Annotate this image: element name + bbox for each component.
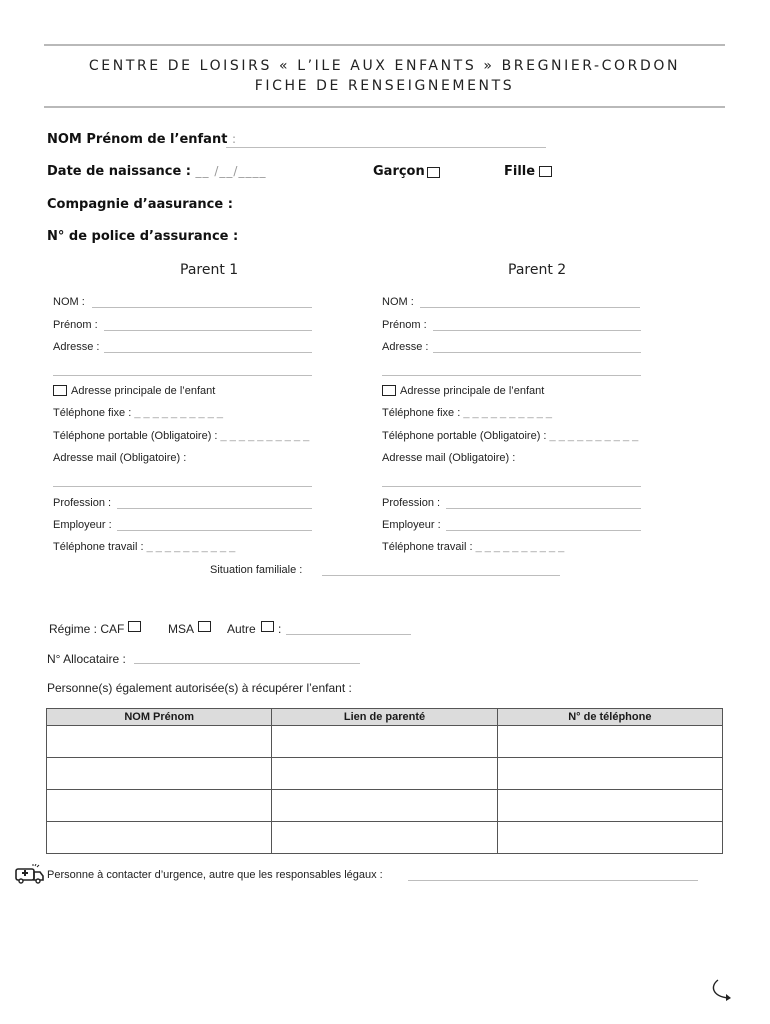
parent2-tel-fixe-text: Téléphone fixe : <box>382 407 461 419</box>
parent1-adresse-label: Adresse : <box>53 341 100 353</box>
col-telephone: N° de téléphone <box>497 709 722 726</box>
emergency-contact-label: Personne à contacter d’urgence, autre que les responsables légaux : <box>47 869 383 881</box>
pickup-table-header <box>47 709 723 726</box>
parent1-nom-field[interactable] <box>92 307 312 308</box>
parent2-tel-portable-text: Téléphone portable (Obligatoire) : <box>382 430 547 442</box>
parent2-tel-travail-field[interactable]: _ _ _ _ _ _ _ _ _ _ <box>475 541 565 553</box>
regime-autre-field[interactable] <box>286 634 411 635</box>
ambulance-icon <box>15 864 45 884</box>
header-bottom-rule <box>44 106 725 108</box>
pickup-table <box>46 708 723 854</box>
table-row <box>47 726 723 758</box>
dob-field[interactable]: __ /__/____ <box>195 164 267 178</box>
parent1-prenom-label: Prénom : <box>53 319 98 331</box>
parent1-main-address-checkbox[interactable] <box>53 385 67 396</box>
parent1-profession-field[interactable] <box>117 508 312 509</box>
emergency-contact-field[interactable] <box>408 880 698 881</box>
dob-label-text: Date de naissance : <box>47 164 192 179</box>
table-row <box>47 790 723 822</box>
parent2-tel-travail-label <box>382 541 564 553</box>
parent2-title: Parent 2 <box>508 262 567 278</box>
table-cell[interactable] <box>272 822 497 854</box>
parent1-tel-fixe-label <box>53 407 223 419</box>
caf-checkbox[interactable] <box>128 621 141 632</box>
parent2-profession-field[interactable] <box>446 508 641 509</box>
parent1-mail-field[interactable] <box>53 486 312 487</box>
col-lien-parente: Lien de parenté <box>272 709 497 726</box>
family-situation-label: Situation familiale : <box>210 564 303 576</box>
parent1-prenom-field[interactable] <box>104 330 312 331</box>
child-name-label <box>47 132 237 147</box>
child-name-field[interactable] <box>226 147 546 148</box>
parent2-adresse-label: Adresse : <box>382 341 429 353</box>
table-cell[interactable] <box>497 758 722 790</box>
parent2-mail-field[interactable] <box>382 486 641 487</box>
parent2-nom-field[interactable] <box>420 307 640 308</box>
allocataire-label: N° Allocataire : <box>47 652 126 666</box>
parent2-prenom-field[interactable] <box>433 330 641 331</box>
header-top-rule <box>44 44 725 46</box>
msa-checkbox[interactable] <box>198 621 211 632</box>
parent2-prenom-label: Prénom : <box>382 319 427 331</box>
policy-label: N° de police d’assurance : <box>47 229 239 244</box>
parent1-tel-fixe-text: Téléphone fixe : <box>53 407 132 419</box>
table-cell[interactable] <box>47 790 272 822</box>
regime-msa-label: MSA <box>168 622 195 636</box>
insurance-label: Compagnie d’aasurance : <box>47 197 233 212</box>
parent2-mail-label: Adresse mail (Obligatoire) : <box>382 452 516 464</box>
table-cell[interactable] <box>272 790 497 822</box>
child-name-label-text: NOM Prénom de l’enfant <box>47 132 228 147</box>
boy-checkbox[interactable] <box>427 167 440 178</box>
parent1-tel-portable-field[interactable]: _ _ _ _ _ _ _ _ _ _ <box>220 430 310 442</box>
table-row <box>47 758 723 790</box>
form-subtitle: FICHE DE RENSEIGNEMENTS <box>254 78 515 94</box>
regime-autre-sep: : <box>278 622 282 636</box>
allocataire-field[interactable] <box>134 663 360 664</box>
dob-label <box>47 164 266 179</box>
parent1-employeur-label: Employeur : <box>53 519 112 531</box>
girl-checkbox[interactable] <box>539 166 552 177</box>
parent1-adresse-field-2[interactable] <box>53 375 312 376</box>
table-row <box>47 822 723 854</box>
parent2-main-address-checkbox[interactable] <box>382 385 396 396</box>
parent2-profession-label: Profession : <box>382 497 441 509</box>
curved-arrow-icon[interactable] <box>708 976 736 1004</box>
parent2-tel-portable-field[interactable]: _ _ _ _ _ _ _ _ _ _ <box>549 430 639 442</box>
parent1-title: Parent 1 <box>180 262 239 278</box>
pickup-intro: Personne(s) également autorisée(s) à récupérer l’enfant : <box>47 681 352 695</box>
parent2-adresse-field-2[interactable] <box>382 375 641 376</box>
boy-label: Garçon <box>373 164 425 179</box>
parent1-nom-label: NOM : <box>53 296 85 308</box>
parent1-adresse-field[interactable] <box>104 352 312 353</box>
parent1-main-address-label: Adresse principale de l’enfant <box>71 385 216 397</box>
parent1-tel-travail-text: Téléphone travail : <box>53 541 144 553</box>
table-cell[interactable] <box>497 790 722 822</box>
regime-autre-label: Autre <box>227 622 256 636</box>
autre-checkbox[interactable] <box>261 621 274 632</box>
parent1-mail-label: Adresse mail (Obligatoire) : <box>53 452 187 464</box>
parent2-tel-fixe-field[interactable]: _ _ _ _ _ _ _ _ _ _ <box>463 407 553 419</box>
table-cell[interactable] <box>497 726 722 758</box>
parent2-adresse-field[interactable] <box>433 352 641 353</box>
parent2-tel-fixe-label <box>382 407 552 419</box>
parent1-tel-travail-field[interactable]: _ _ _ _ _ _ _ _ _ _ <box>146 541 236 553</box>
table-cell[interactable] <box>47 822 272 854</box>
parent2-tel-travail-text: Téléphone travail : <box>382 541 473 553</box>
regime-caf-label: Régime : CAF <box>49 622 125 636</box>
child-name-sep: : <box>231 132 237 146</box>
parent1-tel-portable-label <box>53 430 309 442</box>
parent2-main-address-label: Adresse principale de l’enfant <box>400 385 545 397</box>
parent1-employeur-field[interactable] <box>117 530 312 531</box>
table-cell[interactable] <box>47 726 272 758</box>
parent1-tel-travail-label <box>53 541 235 553</box>
table-cell[interactable] <box>47 758 272 790</box>
parent1-profession-label: Profession : <box>53 497 112 509</box>
parent1-tel-fixe-field[interactable]: _ _ _ _ _ _ _ _ _ _ <box>134 407 224 419</box>
girl-label: Fille <box>504 164 536 179</box>
parent2-employeur-field[interactable] <box>446 530 641 531</box>
family-situation-field[interactable] <box>322 575 560 576</box>
parent1-tel-portable-text: Téléphone portable (Obligatoire) : <box>53 430 218 442</box>
col-nom-prenom: NOM Prénom <box>47 709 272 726</box>
table-cell[interactable] <box>272 726 497 758</box>
parent2-tel-portable-label <box>382 430 638 442</box>
parent2-employeur-label: Employeur : <box>382 519 441 531</box>
table-cell[interactable] <box>272 758 497 790</box>
parent2-nom-label: NOM : <box>382 296 414 308</box>
table-cell[interactable] <box>497 822 722 854</box>
form-title: CENTRE DE LOISIRS « L’ILE AUX ENFANTS » BREGNIER-CORDON <box>88 58 681 74</box>
